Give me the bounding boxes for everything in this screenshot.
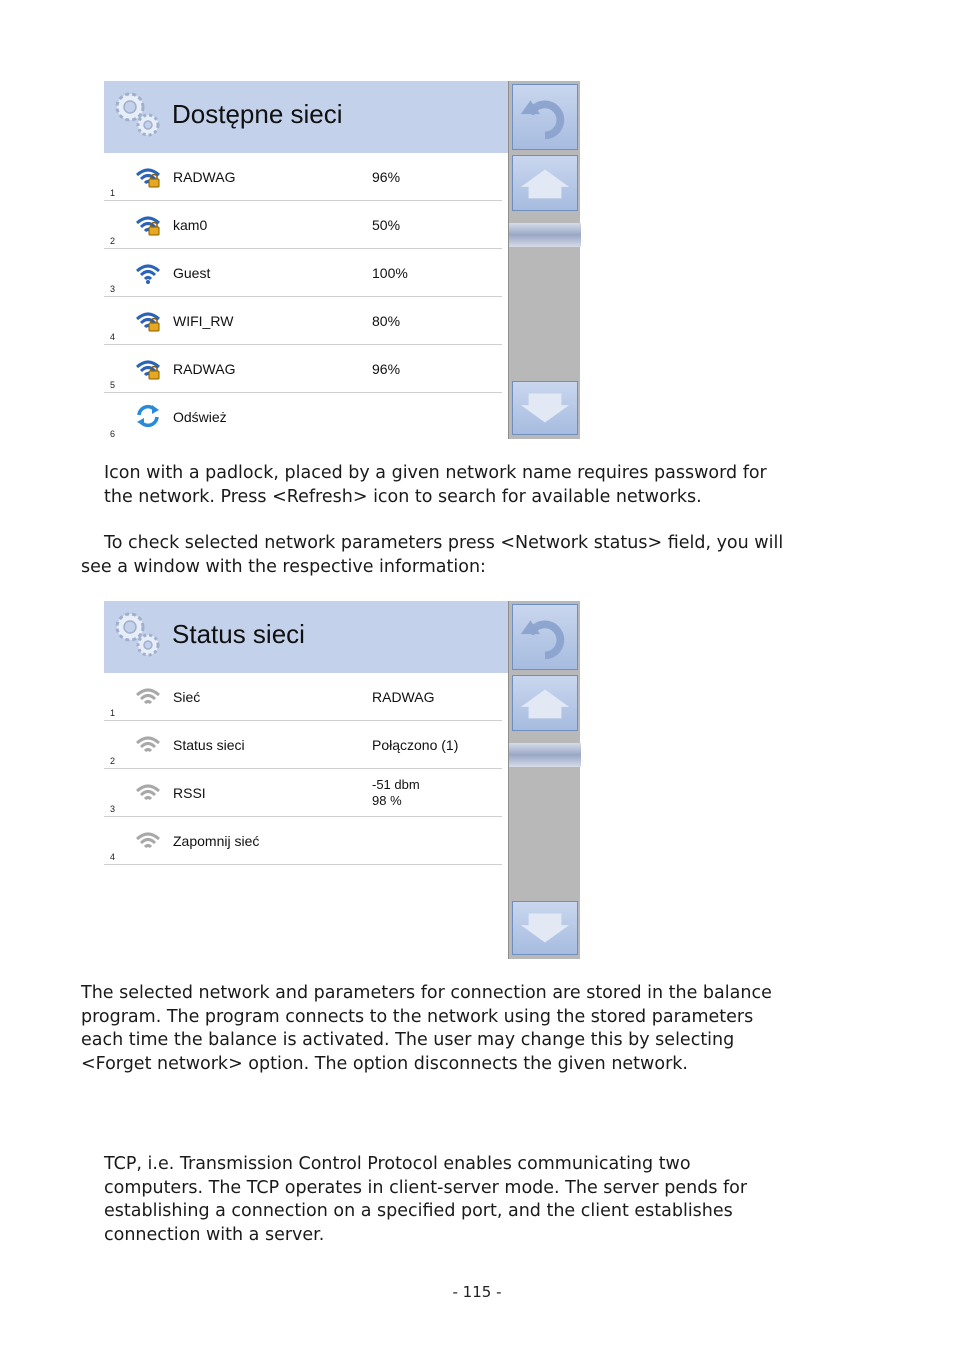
forget-network-label: Zapomnij sieć [173,833,260,849]
down-arrow-icon [513,902,577,954]
parameter-value: RADWAG [372,689,435,705]
scrollbar[interactable] [508,601,580,959]
row-number: 3 [110,284,116,294]
screen-header [104,601,508,673]
signal-strength: 100% [372,265,408,281]
refresh-row[interactable] [104,393,502,441]
text-line: <Forget network> option. The option disconnects the given network. [81,1053,688,1074]
stored-network-explanation [81,982,772,1076]
screen-title: Status sieci [172,619,305,649]
signal-strength: 80% [372,313,401,329]
wifi-lock-icon [134,213,162,237]
forget-network-row[interactable] [104,817,502,865]
scroll-up-button[interactable] [512,155,578,211]
text-line: each time the balance is activated. The user may change this by selecting [81,1030,735,1051]
parameter-value: Połączono (1) [372,737,459,753]
network-row[interactable] [104,153,502,201]
signal-strength: 96% [372,169,401,185]
signal-strength: 50% [372,217,401,233]
text-line: computers. The TCP operates in client-server mode. The server pends for [104,1177,748,1198]
network-status-screen [104,601,580,959]
row-number: 6 [110,429,116,439]
text-line: establishing a connection on a specified port, and the client establishes [104,1201,733,1222]
network-row[interactable] [104,345,502,393]
wifi-icon [134,733,162,757]
status-row[interactable] [104,769,502,817]
scroll-thumb[interactable] [509,743,581,767]
wifi-icon [134,261,162,285]
network-name: Guest [173,265,211,281]
page-number: - 115 - [452,1283,502,1301]
text-line: program. The program connects to the network using the stored parameters [81,1006,754,1027]
scroll-up-button[interactable] [512,675,578,731]
network-row[interactable] [104,249,502,297]
text-line: Icon with a padlock, placed by a given network name requires password for [104,463,767,483]
screen-header [104,81,508,153]
wifi-icon [134,685,162,709]
status-row[interactable] [104,721,502,769]
row-number: 3 [110,804,116,814]
row-number: 1 [110,188,116,198]
row-number: 2 [110,756,116,766]
wifi-lock-icon [134,309,162,333]
text-line: the network. Press <Refresh> icon to search for available networks. [104,486,702,507]
parameter-name: RSSI [173,785,206,801]
parameter-name: Status sieci [173,737,245,753]
wifi-lock-icon [134,165,162,189]
status-row[interactable] [104,673,502,721]
up-arrow-icon [513,676,577,730]
settings-gears-icon [110,607,162,659]
row-number: 4 [110,852,116,862]
row-number: 2 [110,236,116,246]
screen-title: Dostępne sieci [172,99,343,129]
back-arrow-icon [513,605,577,669]
scroll-down-button[interactable] [512,901,578,955]
scroll-down-button[interactable] [512,381,578,435]
text-line: see a window with the respective information: [81,556,486,577]
back-arrow-icon [513,85,577,149]
parameter-value [372,777,420,809]
row-number: 1 [110,708,116,718]
up-arrow-icon [513,156,577,210]
network-name: RADWAG [173,169,236,185]
network-name: kam0 [173,217,208,233]
wifi-lock-icon [134,357,162,381]
network-status-intro [81,532,783,579]
network-name: RADWAG [173,361,236,377]
settings-gears-icon [110,87,162,139]
text-line: connection with a server. [104,1224,325,1245]
wifi-icon [134,829,162,853]
parameter-name: Sieć [173,689,201,705]
text-line: TCP, i.e. Transmission Control Protocol enables communicating two [104,1154,691,1174]
row-number: 5 [110,380,116,390]
padlock-explanation [104,462,767,509]
rssi-percent: 98 % [372,793,402,808]
network-row[interactable] [104,201,502,249]
network-name: WIFI_RW [173,313,234,329]
row-number: 4 [110,332,116,342]
tcp-explanation [104,1153,747,1247]
rssi-dbm: -51 dbm [372,777,420,792]
refresh-label: Odśwież [173,409,227,425]
back-button[interactable] [512,84,578,150]
back-button[interactable] [512,604,578,670]
scrollbar[interactable] [508,81,580,439]
down-arrow-icon [513,382,577,434]
scroll-thumb[interactable] [509,223,581,247]
signal-strength: 96% [372,361,401,377]
wifi-icon [134,781,162,805]
available-networks-screen [104,81,580,439]
text-line: The selected network and parameters for connection are stored in the balance [81,983,772,1003]
refresh-icon [134,399,162,431]
text-line: To check selected network parameters press <Network status> field, you will [104,533,784,553]
network-row[interactable] [104,297,502,345]
